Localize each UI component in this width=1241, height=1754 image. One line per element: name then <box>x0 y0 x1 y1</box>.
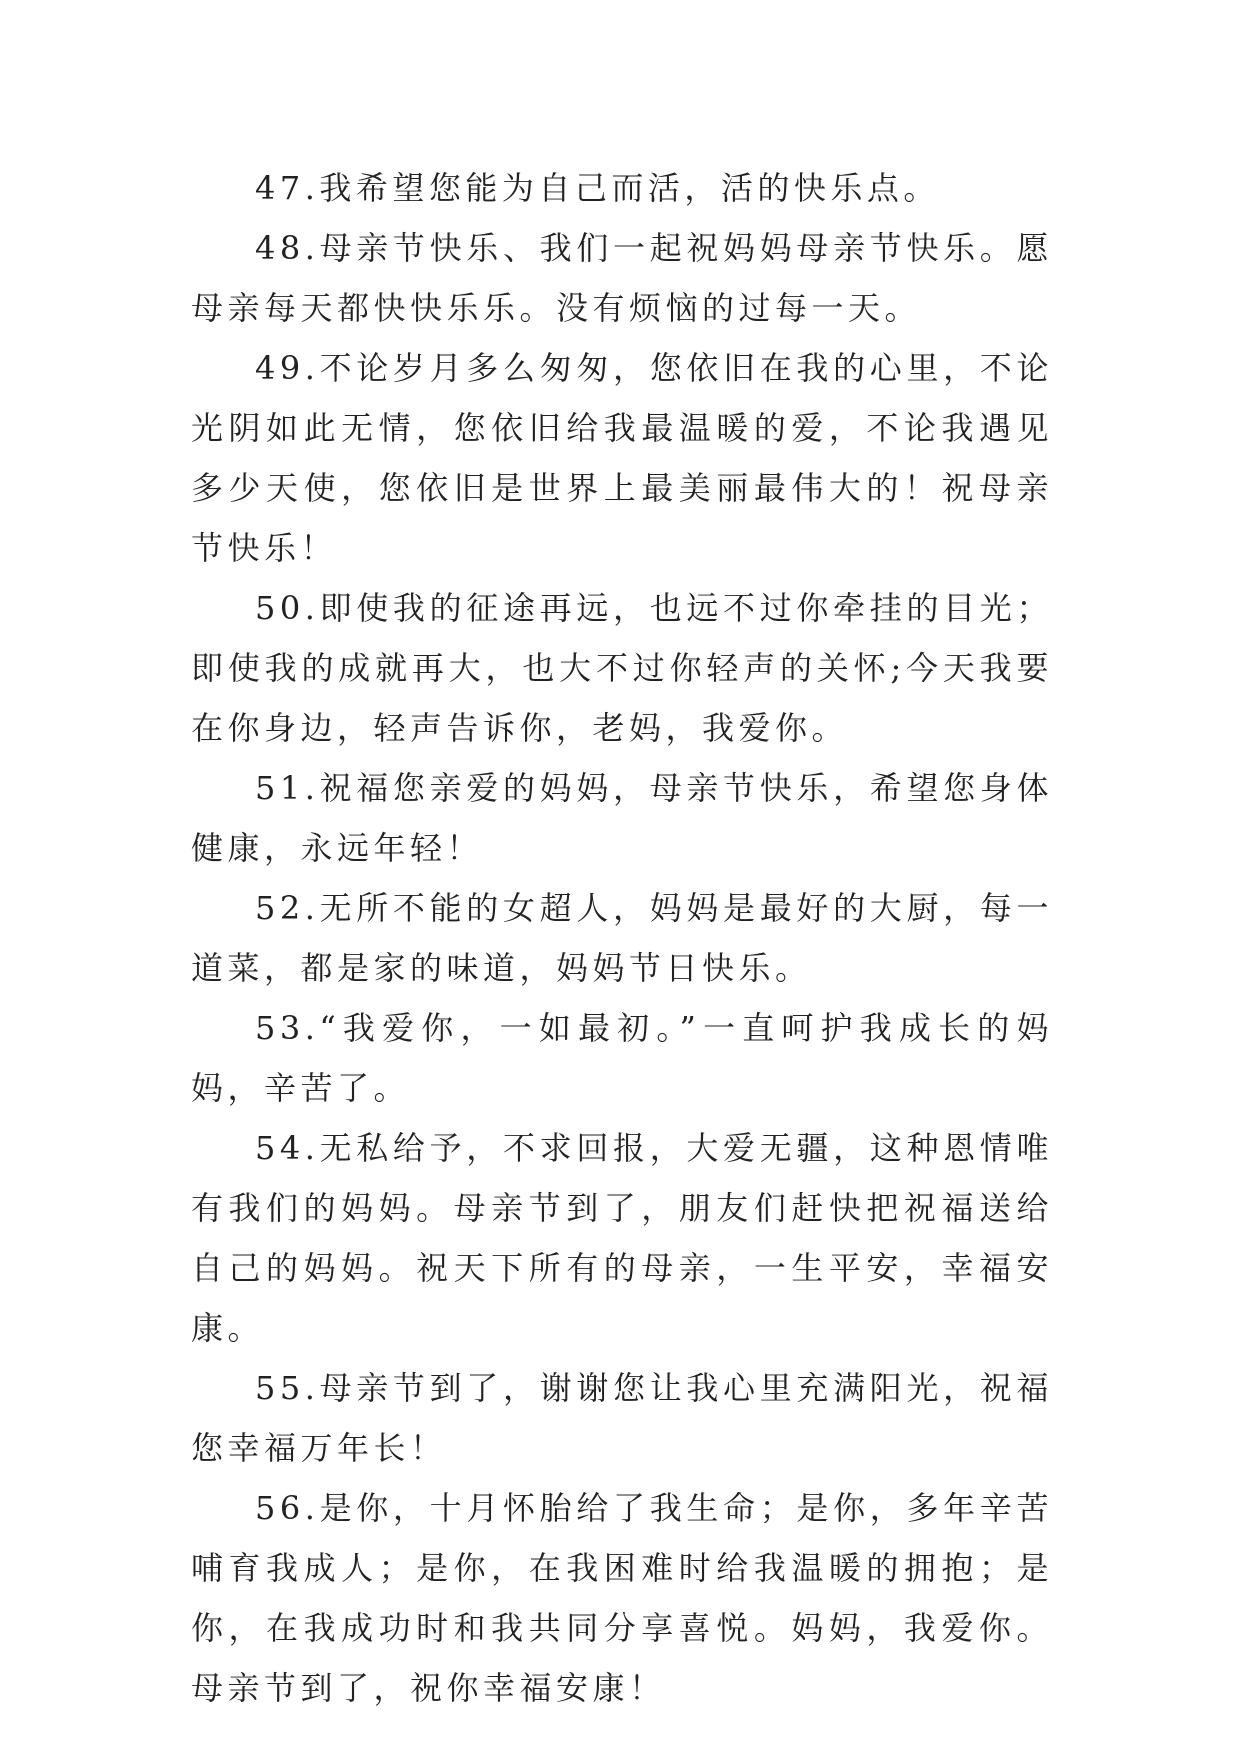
paragraph-54: 54.无私给予，不求回报，大爱无疆，这种恩情唯有我们的妈妈。母亲节到了，朋友们赶快把祝福送给自己的妈妈。祝天下所有的母亲，一生平安，幸福安康。 <box>191 1129 1053 1347</box>
paragraph-53: 53.“我爱你，一如最初。”一直呵护我成长的妈妈，辛苦了。 <box>191 1009 1053 1107</box>
paragraph-56: 56.是你，十月怀胎给了我生命；是你，多年辛苦哺育我成人；是你，在我困难时给我温暖的拥抱；是你，在我成功时和我共同分享喜悦。妈妈，我爱你。母亲节到了，祝你幸福安康！ <box>191 1489 1053 1707</box>
paragraph-50: 50.即使我的征途再远，也远不过你牵挂的目光；即使我的成就再大，也大不过你轻声的关怀;今天我要在你身边，轻声告诉你，老妈，我爱你。 <box>191 589 1053 747</box>
paragraph-55: 55.母亲节到了，谢谢您让我心里充满阳光，祝福您幸福万年长！ <box>191 1369 1053 1467</box>
paragraph-51: 51.祝福您亲爱的妈妈，母亲节快乐，希望您身体健康，永远年轻！ <box>191 769 1053 867</box>
paragraph-48: 48.母亲节快乐、我们一起祝妈妈母亲节快乐。愿母亲每天都快快乐乐。没有烦恼的过每一天。 <box>191 229 1053 327</box>
document-body <box>191 158 1053 1718</box>
paragraph-52: 52.无所不能的女超人，妈妈是最好的大厨，每一道菜，都是家的味道，妈妈节日快乐。 <box>191 889 1053 987</box>
paragraph-47: 47.我希望您能为自己而活，活的快乐点。 <box>255 169 940 207</box>
paragraph-49: 49.不论岁月多么匆匆，您依旧在我的心里，不论光阴如此无情，您依旧给我最温暖的爱，不论我遇见多少天使，您依旧是世界上最美丽最伟大的！祝母亲节快乐！ <box>191 349 1053 567</box>
